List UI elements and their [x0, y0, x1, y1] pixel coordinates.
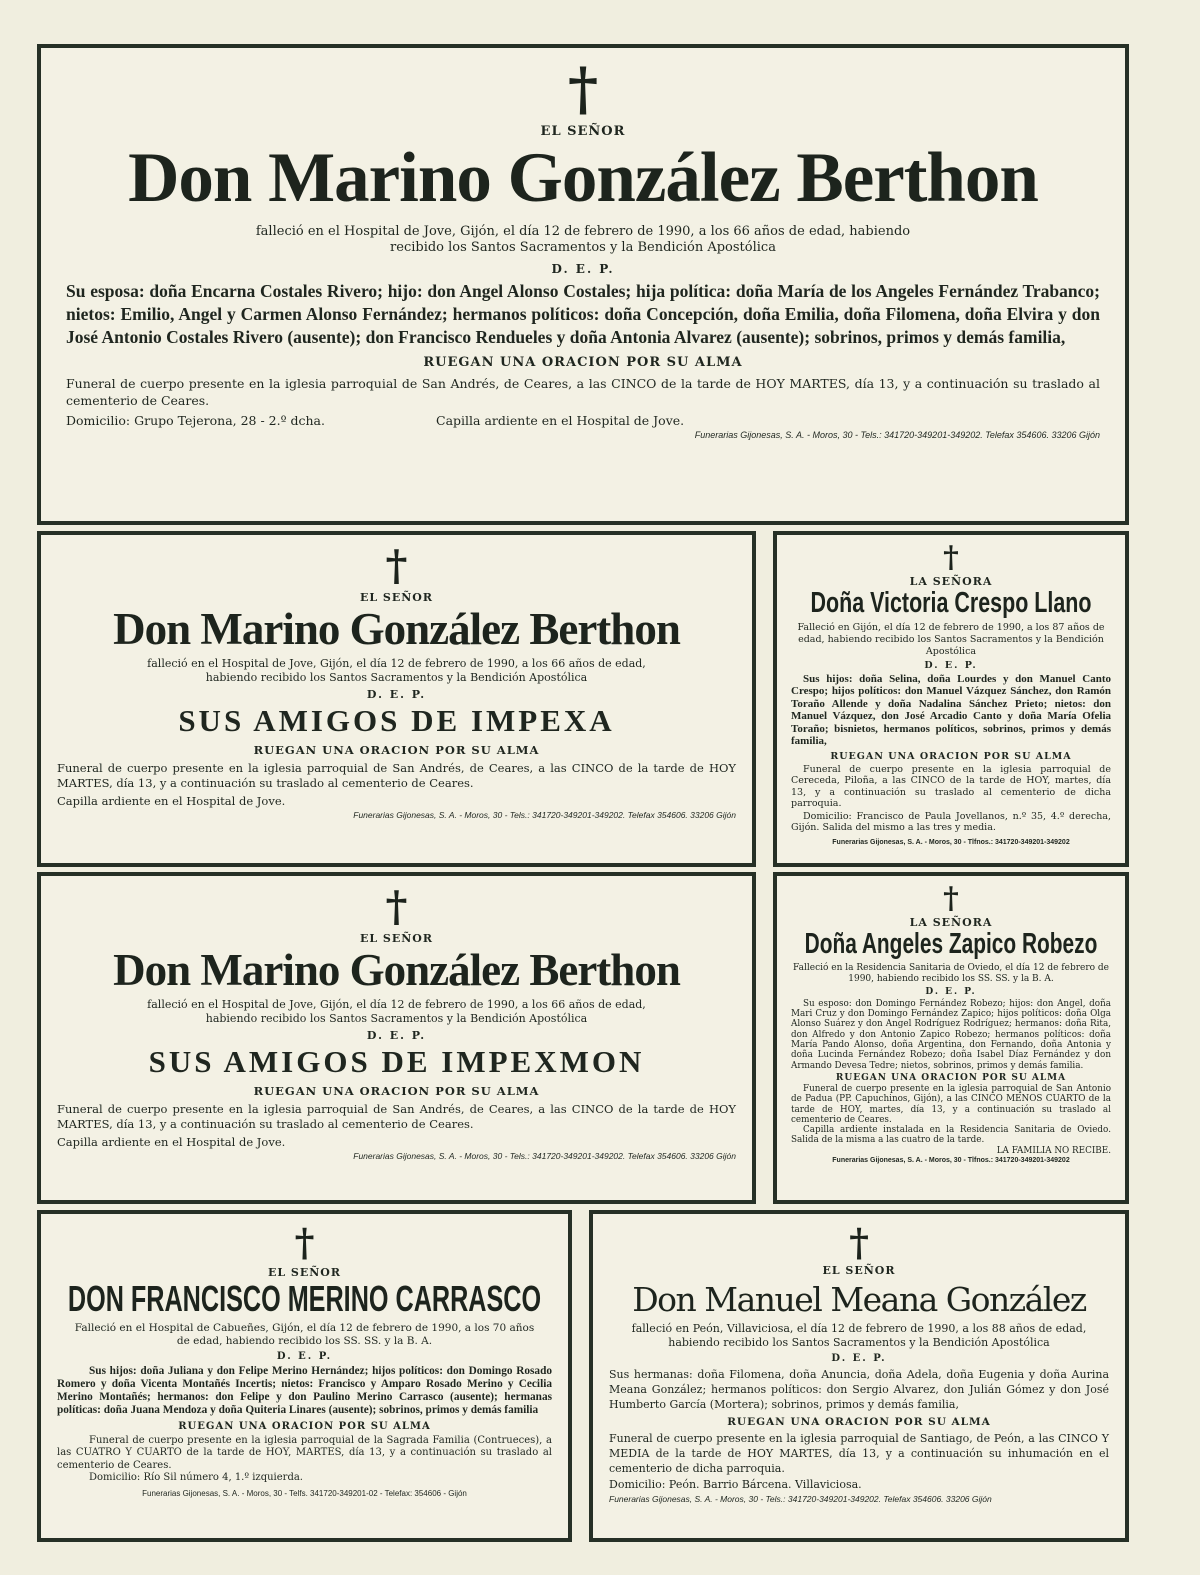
- deceased-name: Don Marino González Berthon: [113, 604, 680, 654]
- chapel-info: Capilla ardiente instalada en la Residencia Sanitaria de Oviedo. Salida de la misma a las cuatro de la tarde.: [791, 1125, 1111, 1146]
- title-label: EL SEÑOR: [359, 591, 434, 604]
- funeral-info: Funeral de cuerpo presente en la iglesia parroquial de San Andrés, de Ceares, a las CINCO de la tarde de HOY MARTES, día 13, y a continuación su traslado al cementerio de Ceares.: [57, 761, 736, 791]
- cross-icon: †: [849, 1220, 869, 1265]
- funeral-home-footer: Funerarias Gijonesas, S. A. - Moros, 30 - Tels.: 341720-349201-349202. Telefax 354606. 33206 Gijón: [353, 810, 736, 821]
- funeral-info: Funeral de cuerpo presente en la iglesia parroquial de Cereceda, Piloña, a las CINCO de la tarde de HOY, martes, día 13, y a continuación su traslado al cementerio de dicha parroquia.: [791, 763, 1111, 810]
- title-label: LA SEÑORA: [909, 575, 993, 588]
- funeral-info: Funeral de cuerpo presente en la iglesia parroquial de Santiago, de Peón, a las CINCO Y MEDIA de la tarde de HOY MARTES, día 13, y a continuación su inhumación en el cementerio de dicha parroquia.: [609, 1431, 1109, 1475]
- domicile-info: Domicilio: Río Sil número 4, 1.º izquierda.: [89, 1472, 303, 1484]
- deceased-name: DON FRANCISCO MERINO CARRASCO: [67, 1278, 542, 1319]
- funeral-home-footer: Funerarias Gijonesas, S. A. - Moros, 30 - Telfs. 341720-349201-02 - Telefax: 354606 - Gijón: [142, 1488, 467, 1498]
- family-list: Sus hermanas: doña Filomena, doña Anuncia, doña Adela, doña Eugenia y doña Aurina Meana González; hermanos políticos: don Sergio Alvarez, don Julián Gómez y don José Humberto García (Mortera); sobrinos, primos y demás familia,: [609, 1367, 1109, 1411]
- death-announcement: falleció en Peón, Villaviciosa, el día 12 de febrero de 1990, a los 88 años de edad, habiendo recibido los Santos Sacramentos y la Bendición Apostólica: [631, 1321, 1087, 1349]
- cross-icon: †: [385, 882, 408, 931]
- obituary-manuel-meana: [589, 1210, 1129, 1542]
- domicile-info: Domicilio: Grupo Tejerona, 28 - 2.º dcha.: [66, 412, 325, 428]
- obituary-angeles-zapico: [773, 872, 1129, 1204]
- dep-label: D. E. P.: [366, 688, 427, 702]
- prayer-request: RUEGAN UNA ORACION POR SU ALMA: [727, 1415, 991, 1428]
- obituary-impexmon: [37, 872, 756, 1204]
- title-label: LA SEÑORA: [909, 916, 993, 929]
- death-announcement: Falleció en el Hospital de Cabueñes, Gijón, el día 12 de febrero de 1990, a los 70 años de edad, habiendo recibido los SS. SS. y la B. A.: [74, 1321, 535, 1347]
- family-list: Sus hijos: doña Selina, doña Lourdes y don Manuel Canto Crespo; hijos políticos: don Manuel Vázquez Sánchez, don Ramón Toraño Allende y doña Nadalina Sánchez Prieto; nietos: don Manuel Vázquez, don José Arcadio Canto y doña María Ofelia Toraño; bisnietos, hermanos políticos, sobrinos, primos y demás familia,: [791, 672, 1111, 748]
- chapel-info: Capilla ardiente en el Hospital de Jove.: [57, 794, 286, 809]
- deceased-name: Doña Victoria Crespo Llano: [810, 587, 1092, 619]
- cross-icon: †: [294, 1220, 315, 1265]
- deceased-name: Don Marino González Berthon: [128, 139, 1038, 217]
- domicile-info: Domicilio: Francisco de Paula Jovellanos, n.º 35, 4.º derecha, Gijón. Salida del mismo a las tres y media.: [791, 810, 1111, 834]
- title-label: EL SEÑOR: [540, 124, 626, 139]
- family-list: Sus hijos: doña Juliana y don Felipe Merino Hernández; hijos políticos: don Domingo Rosado Romero y doña Vicenta Montañés Incertis; nietos: Francisco y Amparo Rosado Merino y Cecilia Merino Montañés; hermanos: don Felipe y don Paulino Merino Carrasco (ausente); hermanas políticas: doña Juana Mendoza y doña Quiteria Linares (ausente); sobrinos, primos y demás familia: [57, 1364, 552, 1416]
- deceased-name: Doña Angeles Zapico Robezo: [804, 928, 1098, 960]
- family-list: Su esposo: don Domingo Fernández Robezo; hijos: don Angel, doña Mari Cruz y don Domingo Fernández Zapico; hijos políticos: doña Olga Alonso Suárez y don Angel Rodríguez Rodríguez; hermanos: doña Rita, don Alfredo y don Antonio Zapico Robezo; hermanos políticos: doña María Pando Alonso, doña Argentina, don Fernando, doña Antonia y doña Lucinda Fernández Robezo; doña Isabel Díaz Fernández y don Armando Devesa Tedre; nietos, sobrinos, primos y demás familia.: [791, 998, 1111, 1071]
- dep-label: D. E. P.: [924, 659, 978, 671]
- dep-label: D. E. P.: [551, 261, 615, 276]
- prayer-request: RUEGAN UNA ORACION POR SU ALMA: [835, 1072, 1067, 1083]
- funeral-home-footer: Funerarias Gijonesas, S. A. - Moros, 30 - Tels.: 341720-349201-349202. Telefax 354606. 33206 Gijón: [353, 1151, 736, 1162]
- death-announcement: Falleció en la Residencia Sanitaria de Oviedo, el día 12 de febrero de 1990, habiendo recibido los SS. SS. y la B. A.: [792, 962, 1110, 984]
- deceased-name: Don Manuel Meana González: [632, 1280, 1086, 1319]
- dep-label: D. E. P.: [925, 986, 977, 997]
- cross-icon: †: [385, 541, 408, 590]
- obituary-francisco-merino: [37, 1210, 572, 1542]
- cross-icon: †: [943, 881, 959, 916]
- death-announcement: falleció en el Hospital de Jove, Gijón, el día 12 de febrero de 1990, a los 66 años de edad, habiendo recibido los Santos Sacramentos y la Bendición Apostólica: [147, 657, 646, 685]
- dep-label: D. E. P.: [831, 1352, 887, 1364]
- obituary-victoria-crespo: [773, 531, 1129, 867]
- family-note: LA FAMILIA NO RECIBE.: [996, 1145, 1111, 1156]
- funeral-home-footer: Funerarias Gijonesas, S. A. - Moros, 30 - Tlfnos.: 341720-349201-349202: [832, 838, 1070, 846]
- prayer-request: RUEGAN UNA ORACION POR SU ALMA: [253, 1084, 540, 1099]
- domicile-info: Domicilio: Peón. Barrio Bárcena. Villaviciosa.: [609, 1477, 862, 1491]
- dep-label: D. E. P.: [276, 1350, 333, 1362]
- title-label: EL SEÑOR: [359, 932, 434, 945]
- death-announcement: Falleció en Gijón, el día 12 de febrero de 1990, a los 87 años de edad, habiendo recibido los Santos Sacramentos y la Bendición Apostólica: [797, 621, 1105, 657]
- prayer-request: RUEGAN UNA ORACION POR SU ALMA: [423, 354, 743, 370]
- funeral-info: Funeral de cuerpo presente en la iglesia parroquial de la Sagrada Familia (Contrueces), a las CUATRO Y CUARTO de la tarde de HOY, MARTES, día 13, y a continuación su traslado al cementerio de Ceares.: [57, 1434, 552, 1471]
- death-announcement: falleció en el Hospital de Jove, Gijón, el día 12 de febrero de 1990, a los 66 años de edad, habiendo recibido los Santos Sacramentos y la Bendición Apostólica: [255, 223, 911, 255]
- friends-group: SUS AMIGOS DE IMPEXMON: [148, 1044, 645, 1080]
- title-label: EL SEÑOR: [822, 1264, 896, 1277]
- cross-icon: †: [567, 55, 599, 123]
- funeral-home-footer: Funerarias Gijonesas, S. A. - Moros, 30 - Tels.: 341720-349201-349202. Telefax 354606. 33206 Gijón: [609, 1493, 992, 1504]
- chapel-info: Capilla ardiente en el Hospital de Jove.: [436, 412, 685, 428]
- deceased-name: Don Marino González Berthon: [113, 945, 680, 995]
- funeral-info: Funeral de cuerpo presente en la iglesia parroquial de San Antonio de Padua (PP. Capuchinos, Gijón), a las CINCO MENOS CUARTO de la tarde de HOY, martes, día 13, y a continuación su traslado al cementerio de Ceares.: [791, 1083, 1111, 1125]
- cross-icon: †: [943, 540, 959, 575]
- obituary-impexa: [37, 531, 756, 867]
- funeral-info: Funeral de cuerpo presente en la iglesia parroquial de San Andrés, de Ceares, a las CINCO de la tarde de HOY MARTES, día 13, y a continuación su traslado al cementerio de Ceares.: [57, 1102, 736, 1132]
- funeral-info: Funeral de cuerpo presente en la iglesia parroquial de San Andrés, de Ceares, a las CINCO de la tarde de HOY MARTES, día 13, y a continuación su traslado al cementerio de Ceares.: [66, 375, 1100, 408]
- prayer-request: RUEGAN UNA ORACION POR SU ALMA: [830, 750, 1072, 762]
- chapel-info: Capilla ardiente en el Hospital de Jove.: [57, 1135, 286, 1150]
- funeral-home-footer: Funerarias Gijonesas, S. A. - Moros, 30 - Tlfnos.: 341720-349201-349202: [832, 1156, 1070, 1164]
- prayer-request: RUEGAN UNA ORACION POR SU ALMA: [178, 1420, 431, 1432]
- death-announcement: falleció en el Hospital de Jove, Gijón, el día 12 de febrero de 1990, a los 66 años de edad, habiendo recibido los Santos Sacramentos y la Bendición Apostólica: [147, 998, 646, 1026]
- prayer-request: RUEGAN UNA ORACION POR SU ALMA: [253, 743, 540, 758]
- obituary-main-marino: [37, 44, 1129, 525]
- friends-group: SUS AMIGOS DE IMPEXA: [178, 703, 615, 739]
- family-list: Su esposa: doña Encarna Costales Rivero; hijo: don Angel Alonso Costales; hija política: doña María de los Angeles Fernández Trabanco; nietos: Emilio, Angel y Carmen Alonso Fernández; hermanos políticos: doña Concepción, doña Emilia, doña Filomena, doña Elvira y don José Antonio Costales Rivero (ausente); don Francisco Rendueles y doña Antonia Alvarez (ausente); sobrinos, primos y demás familia,: [66, 280, 1100, 347]
- funeral-home-footer: Funerarias Gijonesas, S. A. - Moros, 30 - Tels.: 341720-349201-349202. Telefax 354606. 33206 Gijón: [694, 429, 1100, 440]
- title-label: EL SEÑOR: [267, 1266, 342, 1279]
- dep-label: D. E. P.: [366, 1029, 427, 1043]
